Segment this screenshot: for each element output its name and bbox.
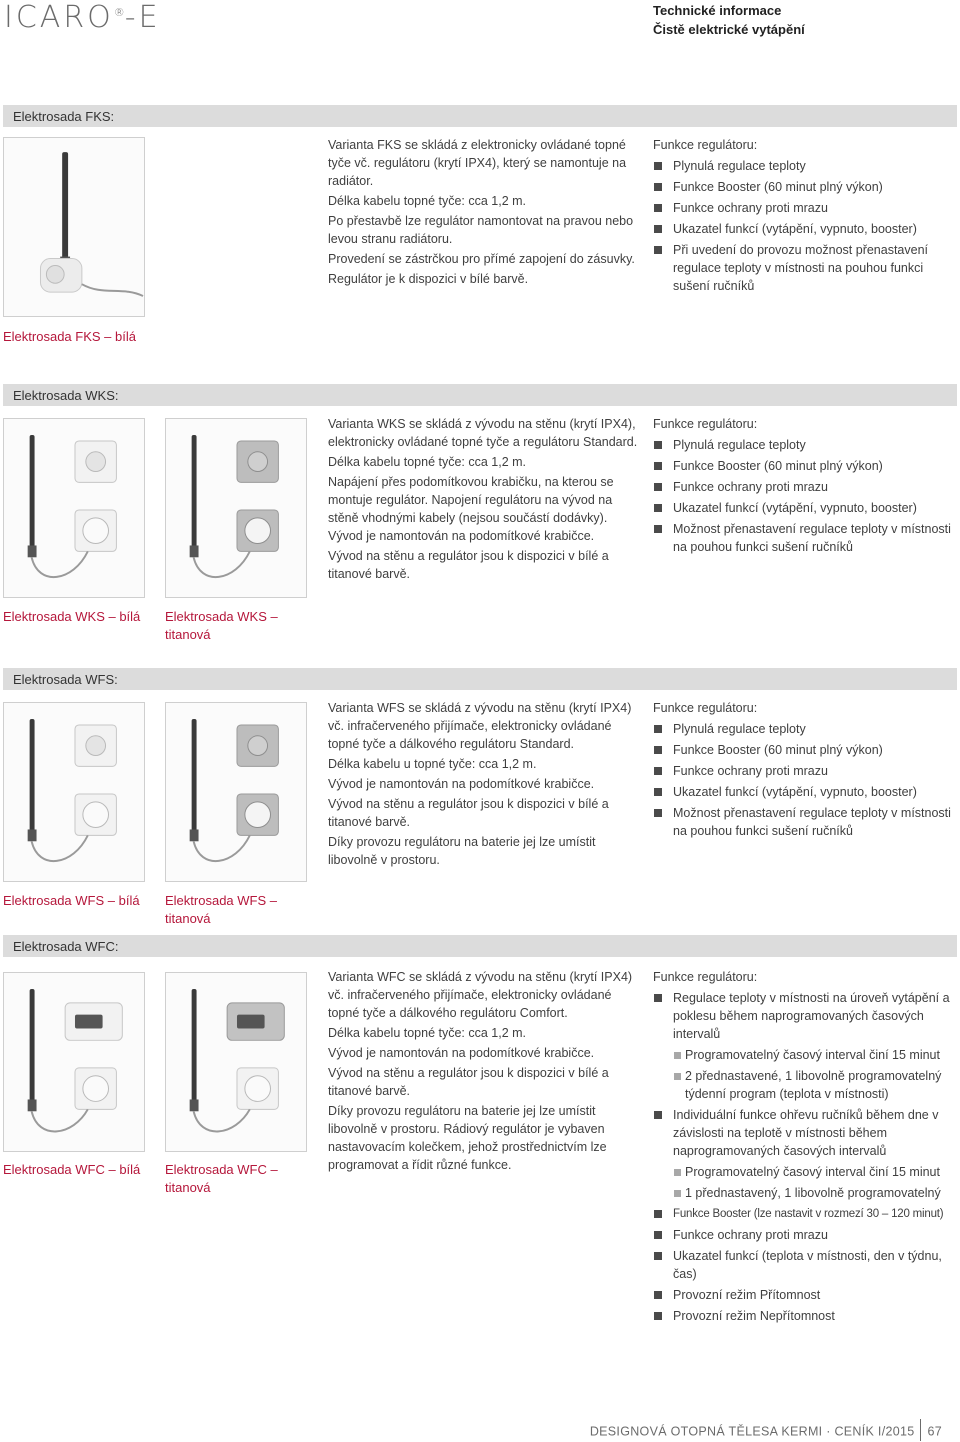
photo-wfc-white <box>3 972 145 1152</box>
caption-wks-white: Elektrosada WKS – bílá <box>3 609 141 624</box>
features-title: Funkce regulátoru: <box>653 138 758 152</box>
brand-suffix: -E <box>124 0 161 35</box>
brand-logo <box>4 0 161 35</box>
photo-wfs-white <box>3 702 145 882</box>
caption-wfs-titanium: Elektrosada WFS – titanová <box>165 893 277 926</box>
header-line-1: Technické informace <box>653 3 782 18</box>
feature-subitem: Programovatelný časový interval činí 15 minut <box>653 1046 958 1064</box>
feature-item: Ukazatel funkcí (vytápění, vypnuto, booster) <box>653 220 958 238</box>
features-wfc <box>653 968 958 1328</box>
heating-rod-wall-outlet-titanium-illustration <box>166 419 306 597</box>
heating-rod-wall-outlet-white-illustration <box>4 703 144 881</box>
footer-text: DESIGNOVÁ OTOPNÁ TĚLESA KERMI · CENÍK I/2015 <box>589 1424 915 1439</box>
heating-rod-with-controller-illustration <box>4 138 144 316</box>
features-wfs <box>653 699 958 843</box>
section-bar-wks: Elektrosada WKS: <box>3 384 957 406</box>
feature-item: Možnost přenastavení regulace teploty v místnosti na pouhou funkci sušení ručníků <box>653 804 958 840</box>
desc-paragraph: Varianta FKS se skládá z elektronicky ovládané topné tyče vč. regulátoru (krytí IPX4), který se namontuje na radiátor. <box>328 138 627 188</box>
desc-paragraph: Varianta WFC se skládá z vývodu na stěnu (krytí IPX4) vč. infračerveného přijímače, elektronicky ovládané topné tyče a dálkového regulátoru Comfort. <box>328 970 633 1020</box>
feature-item: Funkce Booster (60 minut plný výkon) <box>653 178 958 196</box>
feature-item: Funkce ochrany proti mrazu <box>653 762 958 780</box>
feature-item: Funkce ochrany proti mrazu <box>653 478 958 496</box>
desc-paragraph: Díky provozu regulátoru na baterie jej lze umístit libovolně v prostoru. Rádiový regulátor je vybaven nastavovacím kolečkem, jehož prostřednictvím lze programovat a řídit různé funkce. <box>328 1104 607 1172</box>
caption-fks: Elektrosada FKS – bílá <box>3 329 136 344</box>
desc-paragraph: Napájení přes podomítkovou krabičku, na kterou se montuje regulátor. Napojení regulátoru na vývod na stěně vhodnými kabely (nejsou součástí dodávky). Vývod je namontován na podomítkové krabičce. <box>328 475 614 543</box>
heating-rod-comfort-controller-white-illustration <box>4 973 144 1151</box>
desc-paragraph: Vývod na stěnu a regulátor jsou k dispozici v bílé a titanové barvě. <box>328 1066 609 1098</box>
feature-item: Při uvedení do provozu možnost přenastavení regulace teploty v místnosti na pouhou funkci sušení ručníků <box>653 241 958 295</box>
desc-paragraph: Vývod na stěnu a regulátor jsou k dispozici v bílé a titanové barvě. <box>328 797 609 829</box>
heating-rod-comfort-controller-titanium-illustration <box>166 973 306 1151</box>
features-wks <box>653 415 958 559</box>
feature-item: Provozní režim Přítomnost <box>653 1286 958 1304</box>
footer <box>590 1421 942 1442</box>
features-fks <box>653 136 958 298</box>
section-bar-fks: Elektrosada FKS: <box>3 105 957 127</box>
feature-item: Funkce Booster (60 minut plný výkon) <box>653 457 958 475</box>
features-title: Funkce regulátoru: <box>653 701 758 715</box>
caption-wfc-white: Elektrosada WFC – bílá <box>3 1162 141 1177</box>
feature-item: Provozní režim Nepřítomnost <box>653 1307 958 1325</box>
desc-paragraph: Regulátor je k dispozici v bílé barvě. <box>328 272 529 286</box>
brand-registered-mark: ® <box>113 6 125 19</box>
photo-wfc-titanium <box>165 972 307 1152</box>
desc-paragraph: Délka kabelu topné tyče: cca 1,2 m. <box>328 455 527 469</box>
caption-wfs-white: Elektrosada WFS – bílá <box>3 893 140 908</box>
features-title: Funkce regulátoru: <box>653 970 758 984</box>
desc-paragraph: Po přestavbě lze regulátor namontovat na pravou nebo levou stranu radiátoru. <box>328 214 634 246</box>
desc-paragraph: Provedení se zástrčkou pro přímé zapojení do zásuvky. <box>328 252 635 266</box>
desc-paragraph: Vývod je namontován na podomítkové krabičce. <box>328 1046 595 1060</box>
desc-paragraph: Vývod na stěnu a regulátor jsou k dispozici v bílé a titanové barvě. <box>328 549 609 581</box>
photo-wks-white <box>3 418 145 598</box>
section-bar-wfs: Elektrosada WFS: <box>3 668 957 690</box>
photo-wks-titanium <box>165 418 307 598</box>
header-titles <box>653 1 805 39</box>
section-bar-wfc: Elektrosada WFC: <box>3 935 957 957</box>
description-wfs <box>328 699 643 871</box>
footer-divider <box>920 1419 921 1441</box>
desc-paragraph: Vývod je namontován na podomítkové krabičce. <box>328 777 595 791</box>
photo-wfs-titanium <box>165 702 307 882</box>
page-number: 67 <box>927 1424 942 1439</box>
feature-item: Funkce ochrany proti mrazu <box>653 1226 958 1244</box>
desc-paragraph: Délka kabelu topné tyče: cca 1,2 m. <box>328 1026 527 1040</box>
description-wks <box>328 415 643 585</box>
feature-item: Ukazatel funkcí (teplota v místnosti, den v týdnu, čas) <box>653 1247 958 1283</box>
feature-item: Funkce Booster (60 minut plný výkon) <box>653 741 958 759</box>
desc-paragraph: Délka kabelu topné tyče: cca 1,2 m. <box>328 194 527 208</box>
desc-paragraph: Délka kabelu u topné tyče: cca 1,2 m. <box>328 757 537 771</box>
feature-item: Ukazatel funkcí (vytápění, vypnuto, booster) <box>653 499 958 517</box>
feature-subitem: 2 přednastavené, 1 libovolně programovatelný týdenní program (teplota v místnosti) <box>653 1067 958 1103</box>
feature-subitem: 1 přednastavený, 1 libovolně programovatelný <box>653 1184 958 1202</box>
feature-item: Regulace teploty v místnosti na úroveň vytápění a poklesu během naprogramovaných časových intervalů <box>653 989 958 1043</box>
desc-paragraph: Varianta WKS se skládá z vývodu na stěnu (krytí IPX4), elektronicky ovládané topné tyče a regulátoru Standard. <box>328 417 638 449</box>
header-line-2: Čistě elektrické vytápění <box>653 22 805 37</box>
photo-fks-white <box>3 137 145 317</box>
feature-item: Individuální funkce ohřevu ručníků během dne v závislosti na teplotě v místnosti během naprogramovaných časových intervalů <box>653 1106 958 1160</box>
feature-item: Plynulá regulace teploty <box>653 720 958 738</box>
feature-item: Funkce Booster (lze nastavit v rozmezí 30 – 120 minut) <box>653 1205 958 1223</box>
caption-wfc-titanium: Elektrosada WFC – titanová <box>165 1162 278 1195</box>
feature-item: Plynulá regulace teploty <box>653 157 958 175</box>
caption-wks-titanium: Elektrosada WKS – titanová <box>165 609 278 642</box>
feature-item: Ukazatel funkcí (vytápění, vypnuto, booster) <box>653 783 958 801</box>
brand-name: ICARO <box>4 0 114 35</box>
description-wfc <box>328 968 643 1176</box>
feature-subitem: Programovatelný časový interval činí 15 minut <box>653 1163 958 1181</box>
feature-item: Možnost přenastavení regulace teploty v místnosti na pouhou funkci sušení ručníků <box>653 520 958 556</box>
features-title: Funkce regulátoru: <box>653 417 758 431</box>
desc-paragraph: Varianta WFS se skládá z vývodu na stěnu (krytí IPX4) vč. infračerveného přijímače, elektronicky ovládané topné tyče a dálkového regulátoru Standard. <box>328 701 632 751</box>
heating-rod-wall-outlet-titanium-illustration <box>166 703 306 881</box>
heating-rod-wall-outlet-white-illustration <box>4 419 144 597</box>
desc-paragraph: Díky provozu regulátoru na baterie jej lze umístit libovolně v prostoru. <box>328 835 596 867</box>
description-fks <box>328 136 643 290</box>
feature-item: Plynulá regulace teploty <box>653 436 958 454</box>
feature-item: Funkce ochrany proti mrazu <box>653 199 958 217</box>
